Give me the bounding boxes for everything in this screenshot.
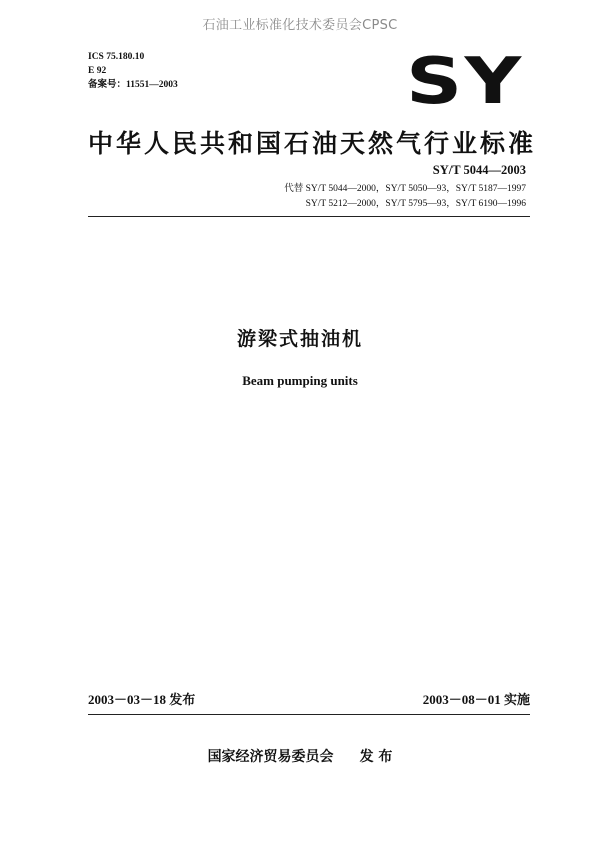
ics-code: ICS 75.180.10 [88, 52, 145, 62]
replaces-line-2: SY/T 5212—2000，SY/T 5795—93，SY/T 6190—1996 [305, 199, 526, 209]
record-number: 备案号：11551—2003 [88, 80, 178, 90]
document-metadata [88, 50, 178, 92]
sy-logo: SY [406, 45, 524, 119]
footer-divider [88, 714, 530, 715]
watermark-text: 石油工业标准化技术委员会CPSC [202, 18, 398, 33]
classification-code: E 92 [88, 66, 107, 76]
document-title-cn: 游梁式抽油机 [236, 328, 363, 350]
effective-date: 2003－08－01 实施 [422, 692, 530, 707]
document-title-en: Beam pumping units [242, 373, 358, 388]
issuer-line [0, 746, 600, 766]
issuer-action: 发 布 [359, 749, 393, 765]
issuer-name: 国家经济贸易委员会 [207, 749, 334, 765]
replaces-line-1: 代替 SY/T 5044—2000，SY/T 5050—93，SY/T 5187—1997 [284, 184, 526, 194]
standard-code: SY/T 5044—2003 [432, 163, 526, 177]
standard-title: 中华人民共和国石油天然气行业标准 [88, 129, 537, 158]
header-divider [88, 216, 530, 217]
replaces-list [284, 182, 526, 212]
issue-date: 2003－03－18 发布 [88, 692, 196, 707]
